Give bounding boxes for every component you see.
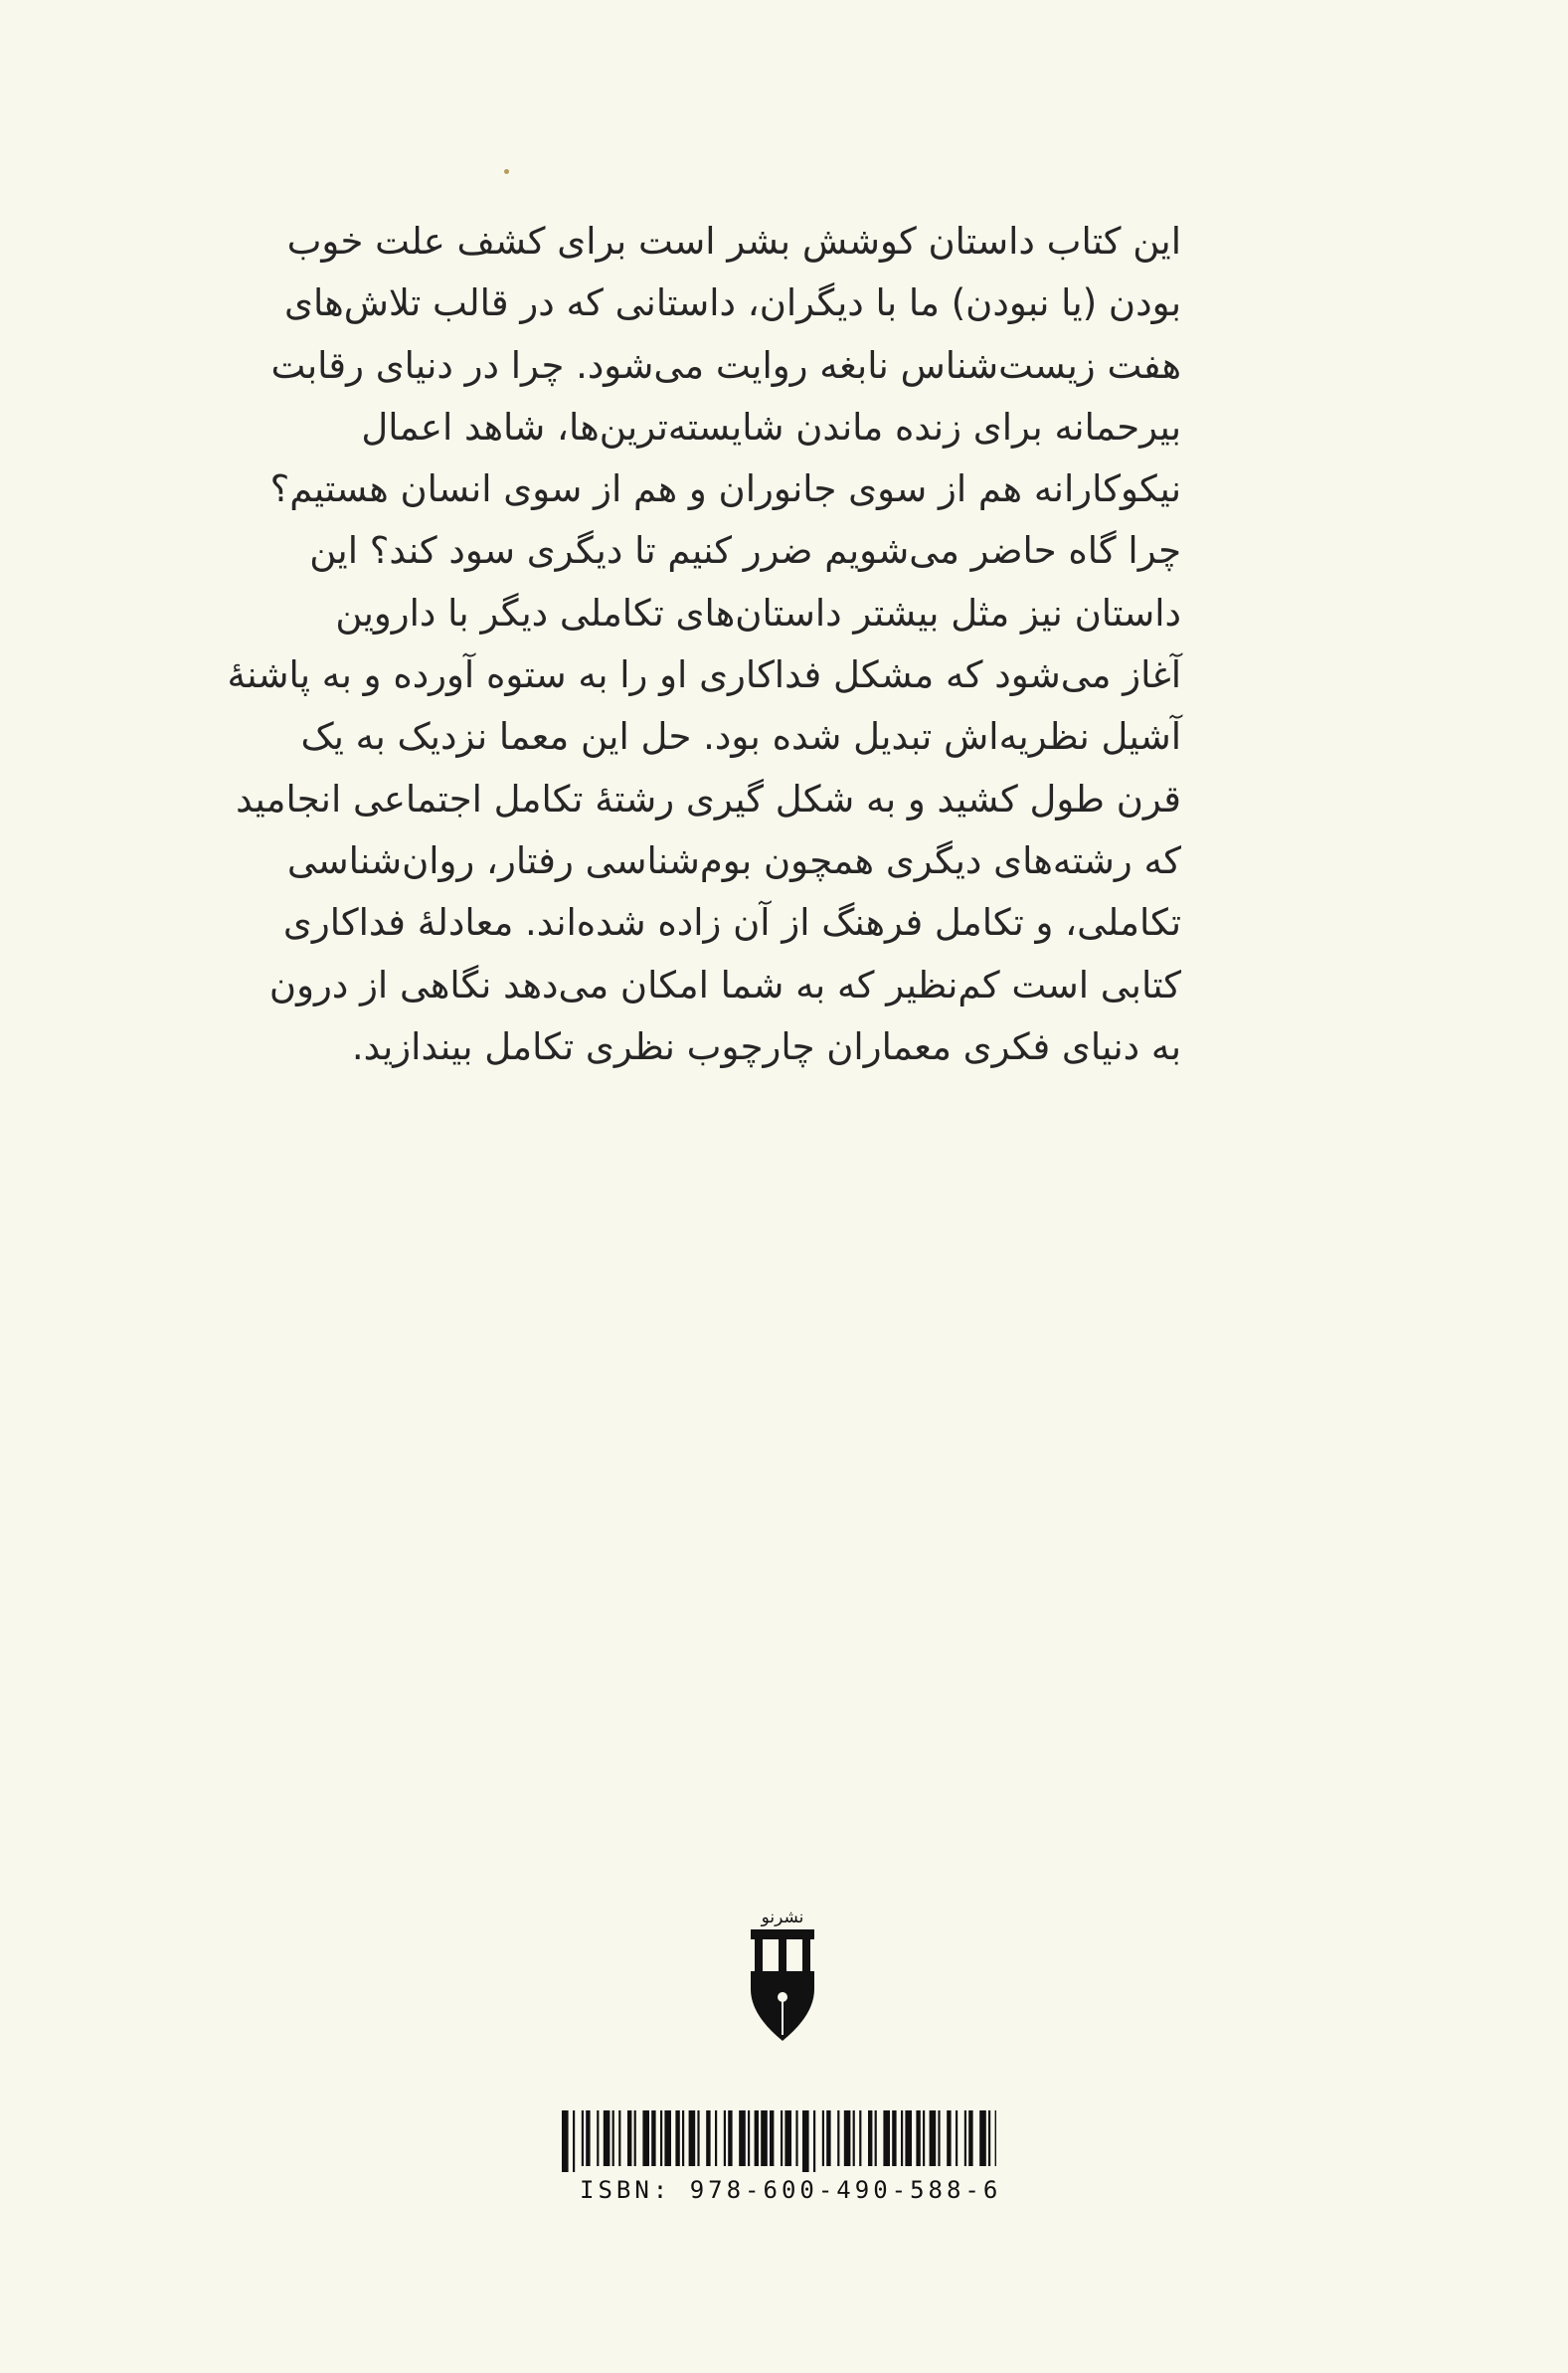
barcode-bar (562, 2110, 569, 2172)
print-speck (504, 169, 509, 174)
back-cover-blurb (227, 211, 1181, 1078)
barcode-bar (826, 2110, 830, 2166)
barcode-bar (755, 2110, 759, 2166)
barcode-bar (905, 2110, 912, 2166)
barcode-bar (627, 2110, 631, 2166)
barcode-bar (618, 2110, 620, 2166)
blurb-line: کتابی است کم‌نظیر که به شما امکان می‌دهد نگاهی از درون (268, 963, 1181, 1006)
blurb-line: چرا گاه حاضر می‌شویم ضرر کنیم تا دیگری سود کند؟ این (309, 529, 1181, 573)
barcode-bar (883, 2110, 890, 2166)
barcode-bar (597, 2110, 599, 2166)
barcode-bar (706, 2110, 710, 2166)
barcode-bar (642, 2110, 649, 2166)
barcode-bar (697, 2110, 699, 2166)
barcode-bar (612, 2110, 614, 2166)
blurb-line: آشیل نظریه‌اش تبدیل شده بود. حل این معما نزدیک به یک (300, 715, 1181, 759)
barcode-bar (968, 2110, 972, 2166)
barcode-bar (634, 2110, 636, 2166)
barcode-bar (682, 2110, 684, 2166)
barcode-bar (964, 2110, 966, 2166)
blurb-line: که رشته‌های دیگری همچون بوم‌شناسی رفتار، روان‌شناسی (286, 838, 1181, 882)
blurb-line: آغاز می‌شود که مشکل فداکاری او را به ستوه آورده و به پاشنهٔ (227, 653, 1181, 697)
barcode-bar (947, 2110, 951, 2166)
barcode-bar (664, 2110, 671, 2166)
blurb-line: نیکوکارانه هم از سوی جانوران و هم از سوی انسان هستیم؟ (269, 467, 1181, 511)
blurb-line: هفت زیست‌شناس نابغه روایت می‌شود. چرا در دنیای رقابت (270, 343, 1181, 387)
barcode-bar (660, 2110, 662, 2166)
isbn-number: ISBN: 978-600-490-588-6 (580, 2176, 1002, 2204)
isbn-barcode (562, 2110, 1002, 2230)
barcode-bar (956, 2110, 958, 2166)
barcode-bar (901, 2110, 903, 2166)
barcode-bar (853, 2110, 855, 2166)
barcode-bar (675, 2110, 679, 2166)
barcode-bar (582, 2110, 584, 2166)
blurb-line: این کتاب داستان کوشش بشر است برای کشف علت خوب (286, 220, 1181, 263)
blurb-line: بیرحمانه برای زنده ماندن شایسته‌ترین‌ها، شاهد اعمال (361, 405, 1181, 449)
barcode-bar (875, 2110, 877, 2166)
barcode-bar (802, 2110, 809, 2172)
pen-nib-icon (751, 1929, 814, 2041)
barcode-bar (837, 2110, 839, 2166)
barcode-bar (604, 2110, 610, 2166)
barcode-bar (868, 2110, 872, 2166)
barcode-bar (813, 2110, 815, 2172)
blurb-line: به دنیای فکری معماران چارچوب نظری تکامل بیندازید. (351, 1024, 1181, 1068)
barcode-bar (770, 2110, 774, 2166)
barcode-bar (573, 2110, 575, 2172)
barcode-bar (739, 2110, 746, 2166)
barcode-bar (892, 2110, 896, 2166)
barcode-bar (844, 2110, 851, 2166)
publisher-name: نشرنو (761, 1908, 804, 1927)
barcode-bar (938, 2110, 940, 2166)
barcode-bar (724, 2110, 726, 2166)
blurb-line: قرن طول کشید و به شکل گیری رشتهٔ تکامل اجتماعی انجامید (236, 777, 1181, 821)
blurb-line: بودن (یا نبودن) ما با دیگران، داستانی که در قالب تلاش‌های (283, 281, 1181, 325)
barcode-bar (930, 2110, 937, 2166)
publisher-logo (743, 1908, 822, 2047)
barcode-bar (859, 2110, 861, 2166)
barcode-bar (916, 2110, 920, 2166)
barcode-bar (651, 2110, 655, 2166)
barcode-bar (988, 2110, 990, 2166)
blurb-line: داستان نیز مثل بیشتر داستان‌های تکاملی دیگر با داروین (335, 591, 1181, 635)
barcode-bar (715, 2110, 717, 2166)
barcode-bar (784, 2110, 791, 2166)
barcode-bar (781, 2110, 783, 2166)
barcode-bar (761, 2110, 768, 2166)
barcode-bar (586, 2110, 590, 2166)
barcode-bar (979, 2110, 986, 2166)
barcode-bar (795, 2110, 797, 2166)
barcode-bar (995, 2110, 996, 2166)
blurb-line: تکاملی، و تکامل فرهنگ از آن زاده شده‌اند. معادلهٔ فداکاری (282, 901, 1181, 945)
barcode-bar (822, 2110, 824, 2166)
barcode-bar (923, 2110, 925, 2166)
barcode-bar (728, 2110, 732, 2166)
barcode-bar (748, 2110, 750, 2166)
barcode-bar (689, 2110, 696, 2166)
